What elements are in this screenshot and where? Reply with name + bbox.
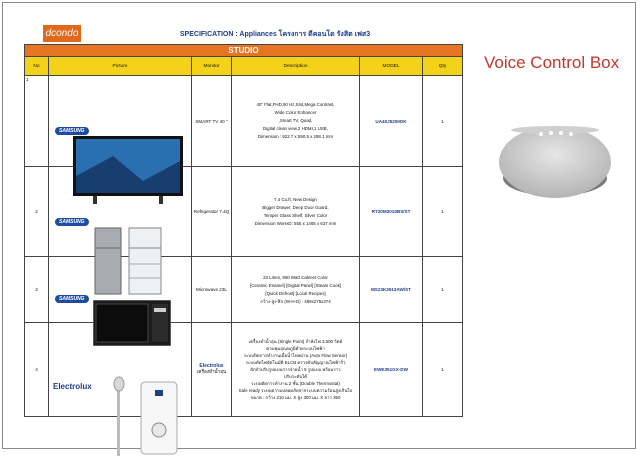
- desc-line: ขนาด : กว้าง 210 มม. X สูง 300 มม. X ยาว 350: [250, 395, 341, 400]
- picture-cell: [49, 76, 192, 167]
- dcondo-logo: dcondo: [43, 25, 81, 42]
- qty-cell: 1: [423, 257, 463, 323]
- desc-line: ระบบตัดไฟอัตโนมัติ ELCB ตรวจจับสัญญาณไฟฟ้ารั่ว: [245, 360, 346, 365]
- refrigerator-image: [93, 226, 163, 296]
- voice-control-title: Voice Control Box: [484, 53, 620, 72]
- monitor-cell: Microwave 23L: [192, 257, 232, 323]
- row-no: 4: [25, 323, 49, 417]
- samsung-logo: SAMSUNG: [55, 218, 89, 226]
- monitor-cell: Refrigerator 7.4Q: [192, 167, 232, 257]
- row-no: 3: [25, 257, 49, 323]
- qty-cell: 1: [423, 167, 463, 257]
- desc-line: กว้าง-สูง-ลึก (W-H-D) : 489x275x374: [260, 298, 331, 304]
- model-cell: UA40J5250DK: [360, 76, 423, 167]
- water-heater-image: [111, 376, 181, 460]
- col-model: MODEL: [360, 57, 423, 76]
- desc-line: ระบบปิดการทำงานเมื่อน้ำไหลผ่าน (Auto Flow Sensor): [243, 353, 348, 358]
- desc-line: Dimension WxHxD: 555 x 1465 x 637 mm: [254, 220, 337, 226]
- desc-line: ฝักบัวปรับรูปแบบการจ่ายน้ำ 5 รูปแบบ พร้อมราว: [250, 367, 341, 372]
- table-row: [25, 76, 463, 167]
- row-no: 1: [25, 76, 49, 167]
- appliance-spec-table: [24, 44, 463, 417]
- desc-line: Dimension : 922.7 x 590.5 x 288.1 mm: [257, 134, 334, 139]
- desc-line: 23 Litres, 800 Watt Cabinet Color: [263, 274, 328, 280]
- table-row: [25, 257, 463, 323]
- row-no: 2: [25, 167, 49, 257]
- electrolux-logo: Electrolux: [53, 381, 92, 391]
- spec-title: SPECIFICATION : Appliances โครงการ ดีคอนโด รังสิต เฟส3: [179, 31, 371, 38]
- smart-speaker-image: [495, 100, 615, 210]
- desc-line: [Ceramic Enamel] [Digital Panel] [Steam Cook]: [249, 282, 342, 288]
- desc-line: Bigger Drawer, Deep Door Guard,: [262, 204, 329, 210]
- model-cell: EWE351GX-DW: [360, 323, 423, 417]
- table-row: [25, 323, 463, 417]
- qty-cell: 1: [423, 76, 463, 167]
- description-cell: [232, 76, 360, 167]
- desc-line: Digital clean view,2 HDMI,1 USB,: [263, 126, 328, 131]
- desc-line: [Quick Defrost] [Local Recipes]: [265, 290, 326, 296]
- desc-line: Wide Color Enhancer: [274, 110, 317, 115]
- col-picture: Picture: [49, 57, 192, 76]
- col-no: No: [25, 57, 49, 76]
- desc-line: ควบคุมอุณหภูมิด้วยระบบไฟฟ้า: [266, 346, 325, 351]
- monitor-cell: SMART TV 40 ": [192, 76, 232, 167]
- desc-line: Temper Glass Shelf, Silver Color: [263, 212, 328, 218]
- qty-cell: 1: [423, 323, 463, 417]
- desc-line: 40" Flat,FHD,50 Hz,Slot,Mega Contrast,: [256, 102, 335, 107]
- description-cell: [232, 167, 360, 257]
- desc-line: ปรับระดับได้: [283, 374, 308, 379]
- description-cell: [232, 323, 360, 417]
- model-cell: MS23K3513AW/ST: [360, 257, 423, 323]
- desc-line: Safe ready ระบบความปลอดภัยจากระบบความร้อนสูงเกินไป: [238, 388, 353, 393]
- column-header-row: [25, 57, 463, 76]
- section-header: STUDIO: [25, 45, 463, 57]
- tv-image: [73, 136, 183, 206]
- model-cell: RT20M3010BS/ST: [360, 167, 423, 257]
- samsung-logo: SAMSUNG: [55, 295, 89, 303]
- desc-line: ระบบตัดการทำงาน 2 ชั้น (Double Thermostat): [251, 381, 340, 386]
- microwave-image: [93, 300, 171, 346]
- monitor-cell: [192, 323, 232, 417]
- monitor-label: เครื่องทำน้ำอุ่น: [196, 369, 227, 374]
- col-monitor: Monitor: [192, 57, 232, 76]
- monitor-brand: Electrolux: [199, 363, 224, 369]
- col-description: Description: [232, 57, 360, 76]
- desc-line: ,Smart TV, Quad,: [278, 118, 313, 123]
- col-qty: Qty: [423, 57, 463, 76]
- samsung-logo: SAMSUNG: [55, 127, 89, 135]
- desc-line: 7.4 Cu.ft, New Design: [274, 196, 317, 202]
- description-cell: [232, 257, 360, 323]
- desc-line: เครื่องทำน้ำอุ่น (Single Point) กำลังไฟ 3,500 วัตต์: [248, 339, 343, 344]
